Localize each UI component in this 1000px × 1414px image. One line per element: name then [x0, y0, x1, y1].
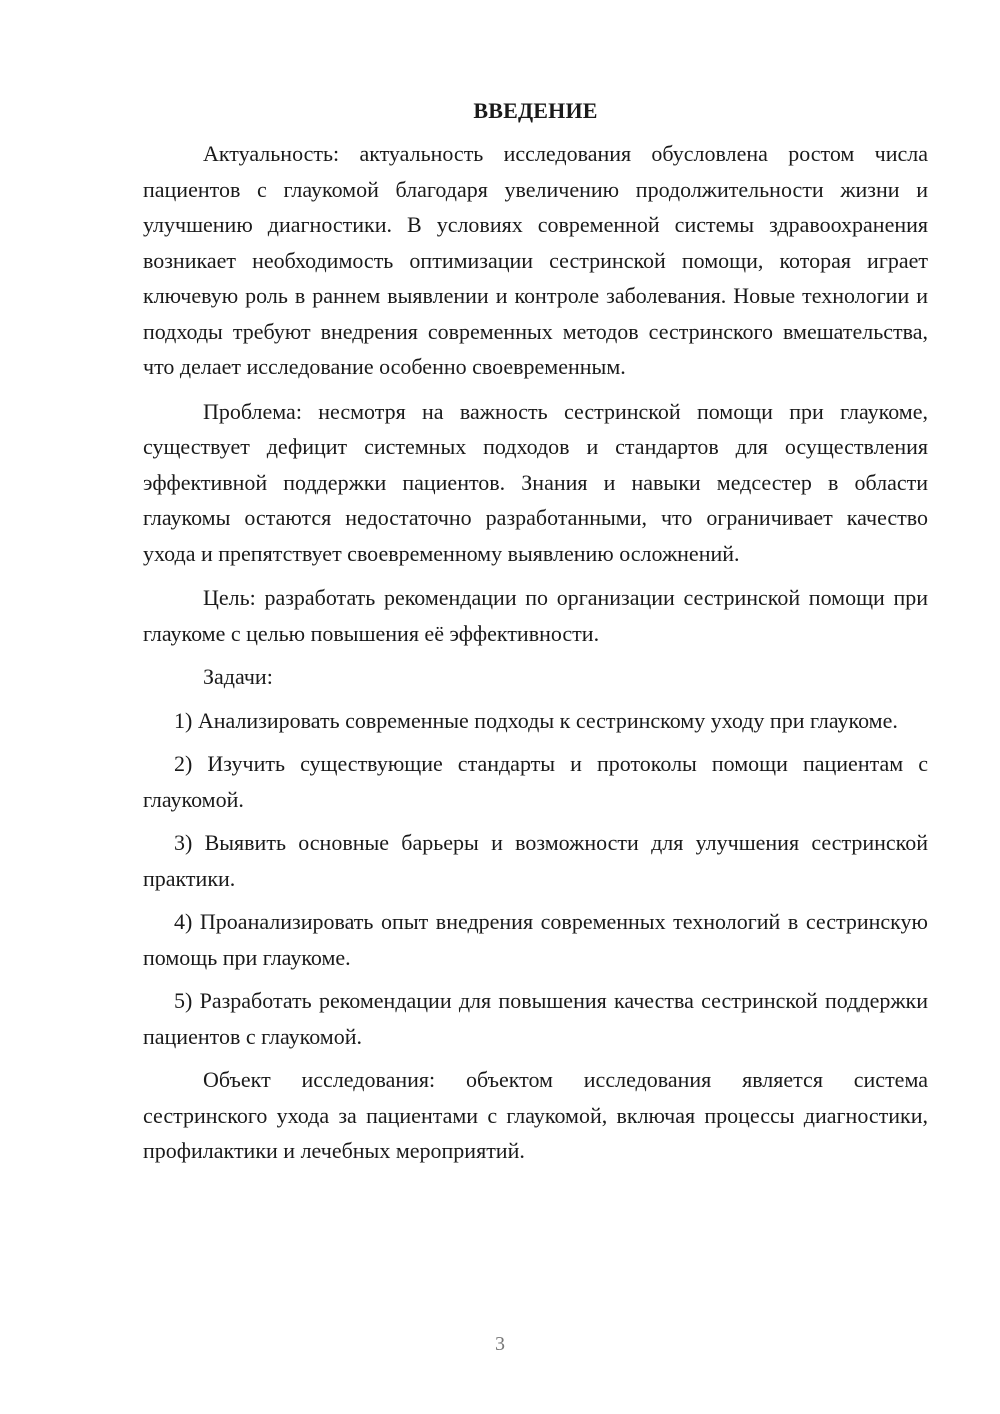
task-item: 4) Проанализировать опыт внедрения современных технологий в сестринскую помощь при глаукоме. [143, 909, 928, 970]
task-item: 3) Выявить основные барьеры и возможности для улучшения сестринской практики. [143, 830, 928, 891]
task-item: 1) Анализировать современные подходы к сестринскому уходу при глаукоме. [174, 707, 898, 733]
page-number: 3 [495, 1333, 505, 1355]
relevance-paragraph: Актуальность: актуальность исследования обусловлена ростом числа пациентов с глаукомой благодаря увеличению продолжительности жизни и улучшению диагностики. В условиях современной системы здравоохранения возникает необходимость оптимизации сестринской помощи, которая играет ключевую роль в раннем выявлении и контроле заболевания. Новые технологии и подходы требуют внедрения современных методов сестринского вмешательства, что делает исследование особенно своевременным. [143, 141, 928, 379]
task-item: 2) Изучить существующие стандарты и протоколы помощи пациентам с глаукомой. [143, 751, 928, 812]
goal-paragraph: Цель: разработать рекомендации по организации сестринской помощи при глаукоме с целью повышения её эффективности. [143, 585, 928, 646]
task-item: 5) Разработать рекомендации для повышения качества сестринской поддержки пациентов с глаукомой. [143, 988, 928, 1049]
section-title: ВВЕДЕНИЕ [473, 98, 598, 123]
document-page [143, 96, 928, 1169]
problem-paragraph: Проблема: несмотря на важность сестринской помощи при глаукоме, существует дефицит системных подходов и стандартов для осуществления эффективной поддержки пациентов. Знания и навыки медсестер в области глаукомы остаются недостаточно разработанными, что ограничивает качество ухода и препятствует своевременному выявлению осложнений. [143, 398, 928, 566]
tasks-heading: Задачи: [203, 664, 273, 689]
object-paragraph: Объект исследования: объектом исследования является система сестринского ухода за пациентами с глаукомой, включая процессы диагностики, профилактики и лечебных мероприятий. [143, 1067, 928, 1163]
tasks-list [143, 703, 928, 1055]
